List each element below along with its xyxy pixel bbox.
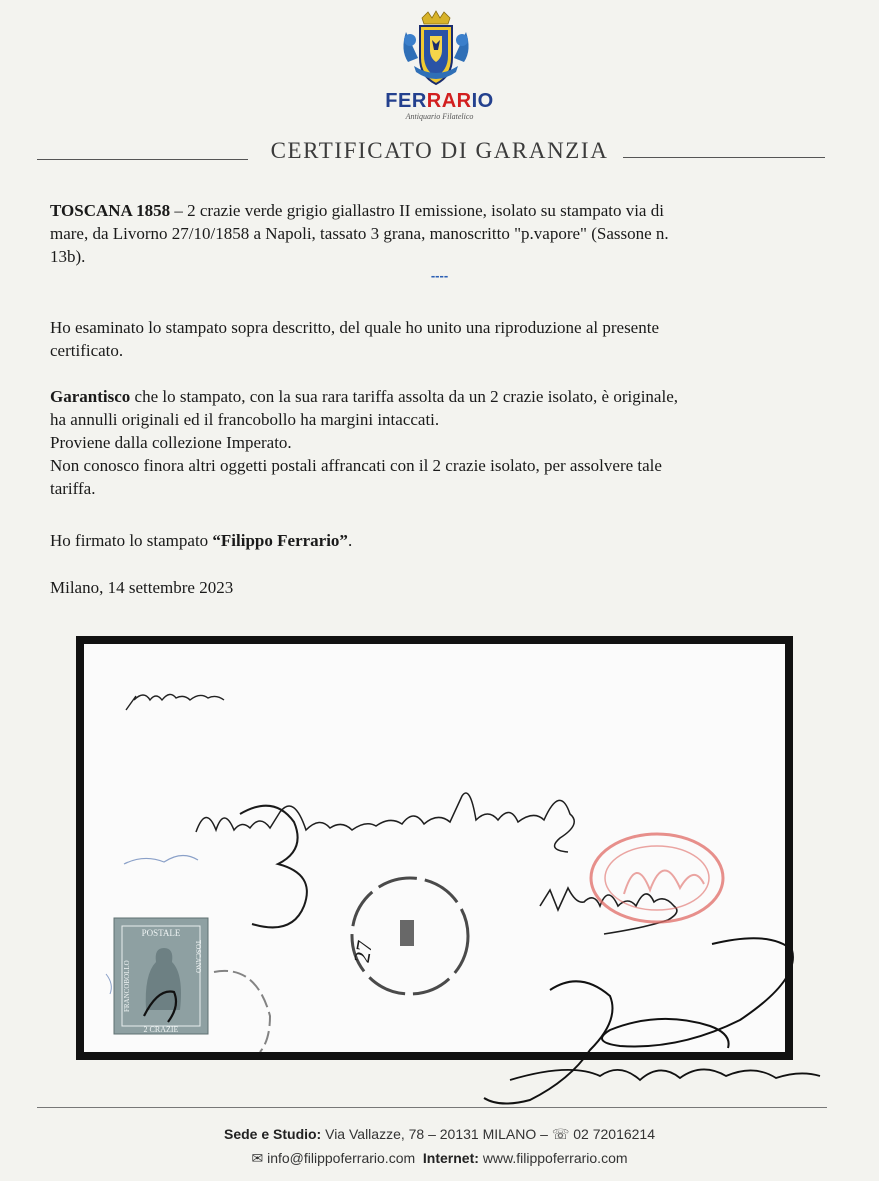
- guarantee-paragraph: Garantisco che lo stampato, con la sua rara tariffa assolta da un 2 crazie isolato, è originale, ha annulli originali ed il francobollo ha margini intaccati. Proviene dalla collezione Imperato. Non conosco finora altri oggetti postali affrancati con il 2 crazie isolato, per assolvere tale tariffa.: [50, 387, 678, 498]
- stamp-description: TOSCANA 1858 – 2 crazie verde grigio giallastro II emissione, isolato su stampato via di mare, da Livorno 27/10/1858 a Napoli, tassato 3 grana, manoscritto "p.vapore" (Sassone n. 13b).: [50, 201, 669, 266]
- stamp-right-text: TOSCANO: [194, 940, 202, 973]
- footer-address-line: Sede e Studio: Via Vallazze, 78 – 20131 MILANO – ☏ 02 72016214: [223, 1126, 656, 1142]
- guarantee-lead: Garantisco: [50, 387, 131, 406]
- phone-fax-icon: ☏: [551, 1126, 570, 1142]
- certificate-title: CERTIFICATO DI GARANZIA: [270, 138, 609, 163]
- footer-website[interactable]: www.filippoferrario.com: [482, 1150, 628, 1166]
- footer-email[interactable]: info@filippoferrario.com: [267, 1150, 416, 1166]
- stamp-2-crazie: [114, 918, 208, 1034]
- ferrario-signature: [470, 930, 830, 1110]
- stamp-top-text: POSTALE: [141, 928, 181, 938]
- signature-note: Ho firmato lo stampato “Filippo Ferrario”.: [50, 531, 353, 550]
- envelope-icon: ✉: [251, 1150, 264, 1166]
- place-date: Milano, 14 settembre 2023: [50, 578, 234, 597]
- footer-contact-line: ✉ info@filippoferrario.com Internet: www.filippoferrario.com: [251, 1150, 628, 1166]
- description-lead: TOSCANA 1858: [50, 201, 171, 220]
- postmark-date: 27: [348, 938, 378, 965]
- separator-dashes: ----: [430, 268, 449, 283]
- stamp-left-text: FRANCOBOLLO: [123, 960, 131, 1012]
- brand-tagline: Antiquario Filatelico: [405, 112, 474, 121]
- footer-phone: 02 72016214: [573, 1126, 656, 1142]
- brand-logo-text: FERRARIO: [385, 90, 494, 112]
- footer-rule: [37, 1107, 827, 1108]
- examination-paragraph: Ho esaminato lo stampato sopra descritto, del quale ho unito una riproduzione al presente certificato.: [50, 318, 659, 360]
- stamp-bottom-text: 2 CRAZIE: [143, 1025, 179, 1034]
- coat-of-arms-logo: [396, 10, 476, 90]
